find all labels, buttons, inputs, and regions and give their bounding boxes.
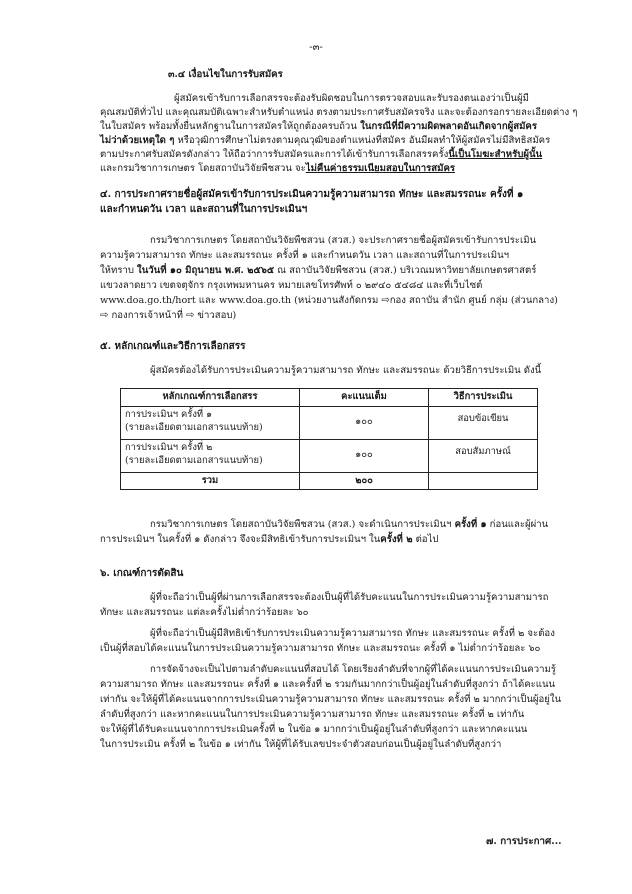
section-6-line: เป็นผู้ที่สอบได้คะแนนในการประเมินความรู้ความสามารถ ทักษะ และสมรรถนะ ครั้งที่ ๑ ไม่ต่ำกว่าร้อยละ ๖๐ [100,643,541,654]
section-3-4-line-5: ตามประกาศรับสมัครดังกล่าว ให้ถือว่าการรับสมัครและการได้เข้ารับการเลือกสรรครั้งนี้เป็นโมฆะสำหรับผู้นั้น [100,149,543,160]
section-4-line-2: ความรู้ความสามารถ ทักษะ และสมรรถนะ ครั้งที่ ๑ และกำหนดวัน เวลา และสถานที่ในการประเมินฯ [100,250,510,261]
section-6-line: ทักษะ และสมรรถนะ แต่ละครั้งไม่ต่ำกว่าร้อยละ ๖๐ [100,607,309,618]
website-link-hort[interactable]: www.doa.go.th/hort [100,295,196,306]
section-3-4-line-1: ผู้สมัครเข้ารับการเลือกสรรจะต้องรับผิดชอบในการตรวจสอบและรับรองตนเองว่าเป็นผู้มี [174,93,529,104]
section-3-4-title: ๓.๔ เงื่อนไขในการรับสมัคร [168,69,283,80]
section-5-title: ๕. หลักเกณฑ์และวิธีการเลือกสรร [100,341,246,352]
table-total-row [121,473,538,490]
table-row [121,440,538,473]
header-criteria: หลักเกณฑ์การเลือกสรร [121,389,300,407]
total-score: ๒๐๐ [300,473,429,490]
criteria-cell: การประเมินฯ ครั้งที่ ๑ (รายละเอียดตามเอกสารแนบท้าย) [121,407,300,440]
section-6-title: ๖. เกณฑ์การตัดสิน [100,568,184,579]
section-4-line-5: www.doa.go.th/hort และ www.doa.go.th (หน่วยงานสังกัดกรม ⇨กอง สถาบัน สำนัก ศูนย์ กลุ่ม (ส่วนกลาง) [100,295,558,306]
section-6-line: เท่ากัน จะให้ผู้ที่ได้คะแนนจากการประเมินความรู้ความสามารถ ทักษะ และสมรรถนะ ครั้งที่ ๒ มากกว่าเป็นผู้อยู่ใน [100,694,562,705]
section-5-after-1: กรมวิชาการเกษตร โดยสถาบันวิจัยพืชสวน (สวส.) จะดำเนินการประเมินฯ ครั้งที่ ๑ ก่อนและผู้ผ่าน [150,519,549,530]
section-3-4-line-4: ไม่ว่าด้วยเหตุใด ๆ หรือวุฒิการศึกษาไม่ตรงตามคุณวุฒิของตำแหน่งที่สมัคร อันมีผลทำให้ผู้สมัครไม่มีสิทธิสมัคร [100,135,551,146]
section-4-line-1: กรมวิชาการเกษตร โดยสถาบันวิจัยพืชสวน (สวส.) จะประกาศรายชื่อผู้สมัครเข้ารับการประเมิน [150,235,537,246]
arrow-right-icon: ⇨ [100,310,109,321]
page-number: -๓- [309,42,323,53]
website-link-doa[interactable]: www.doa.go.th [219,295,292,306]
section-3-4-line-2: คุณสมบัติทั่วไป และคุณสมบัติเฉพาะสำหรับตำแหน่ง ตรงตามประกาศรับสมัครจริง และจะต้องกรอกรายละเอียดต่าง ๆ [100,107,578,118]
section-6-line: การจัดจ้างจะเป็นไปตามลำดับคะแนนที่สอบได้ โดยเรียงลำดับที่จากผู้ที่ได้คะแนนการประเมินความรู้ [150,664,556,675]
section-6-line: ผู้ที่จะถือว่าเป็นผู้มีสิทธิเข้ารับการประเมินความรู้ความสามารถ ทักษะ และสมรรถนะ ครั้งที่ ๒ จะต้อง [150,628,555,639]
method-cell: สอบสัมภาษณ์ [429,440,538,473]
header-full-score: คะแนนเต็ม [300,389,429,407]
section-3-4-line-6: และกรมวิชาการเกษตร โดยสถาบันวิจัยพืชสวน จะไม่คืนค่าธรรมเนียมสอบในการสมัคร [100,163,456,174]
section-6-line: จะให้ผู้ที่ได้รับคะแนนจากการประเมินครั้งที่ ๒ ในข้อ ๑ มากกว่าเป็นผู้อยู่ในลำดับที่สูงกว่า และหากคะแนน [100,724,528,735]
method-cell: สอบข้อเขียน [429,407,538,440]
section-4-line-4: แขวงลาดยาว เขตจตุจักร กรุงเทพมหานคร หมายเลขโทรศัพท์ ๐ ๒๙๔๐ ๕๔๘๔ และที่เว็บไซต์ [100,280,483,291]
section-6-line: ลำดับที่สูงกว่า และหากคะแนนในการประเมินความรู้ความสามารถ ทักษะ และสมรรถนะ ครั้งที่ ๒ เท่ากัน [100,709,525,720]
continuation-label: ๗. การประกาศ... [486,836,562,847]
arrow-right-icon: ⇨ [185,310,195,321]
section-4-title-1: ๔. การประกาศรายชื่อผู้สมัครเข้ารับการประเมินความรู้ความสามารถ ทักษะ และสมรรถนะ ครั้งที่ ๑ [100,189,524,200]
header-method: วิธีการประเมิน [429,389,538,407]
section-6-line: ผู้ที่จะถือว่าเป็นผู้ที่ผ่านการเลือกสรรจะต้องเป็นผู้ที่ได้รับคะแนนในการประเมินความรู้ความสามารถ [150,592,549,603]
total-empty [429,473,538,490]
section-4-line-6: ⇨ กองการเจ้าหน้าที่ ⇨ ข่าวสอบ) [100,310,237,321]
section-4-line-3: ให้ทราบ ในวันที่ ๑๐ มิถุนายน พ.ศ. ๒๕๖๕ ณ สถาบันวิจัยพืชสวน (สวส.) บริเวณมหาวิทยาลัยเกษตรศาสตร์ [100,265,537,276]
score-cell: ๑๐๐ [300,440,429,473]
section-6-line: ในการประเมิน ครั้งที่ ๒ ในข้อ ๑ เท่ากัน ให้ผู้ที่ได้รับเลขประจำตัวสอบก่อนเป็นผู้อยู่ในลำดับที่สูงกว่า [100,739,502,750]
criteria-table [120,388,538,490]
section-6-line: ความสามารถ ทักษะ และสมรรถนะ ครั้งที่ ๑ และครั้งที่ ๒ รวมกันมากกว่าเป็นผู้อยู่ในลำดับที่สูงกว่า ถ้าได้คะแนน [100,679,556,690]
arrow-right-icon: ⇨ [381,295,390,306]
total-label: รวม [121,473,300,490]
criteria-cell: การประเมินฯ ครั้งที่ ๒ (รายละเอียดตามเอกสารแนบท้าย) [121,440,300,473]
table-header-row [121,389,538,407]
score-cell: ๑๐๐ [300,407,429,440]
section-3-4-line-3: ในใบสมัคร พร้อมทั้งยื่นหลักฐานในการสมัครให้ถูกต้องครบถ้วน ในกรณีที่มีความผิดพลาดอันเกิดจากผู้สมัคร [100,121,537,132]
table-row [121,407,538,440]
section-5-after-2: การประเมินฯ ในครั้งที่ ๑ ดังกล่าว จึงจะมีสิทธิเข้ารับการประเมินฯ ในครั้งที่ ๒ ต่อไป [100,534,439,545]
section-5-intro: ผู้สมัครต้องได้รับการประเมินความรู้ความสามารถ ทักษะ และสมรรถนะ ด้วยวิธีการประเมิน ดังนี้ [150,365,542,376]
section-4-title-2: และกำหนดวัน เวลา และสถานที่ในการประเมินฯ [100,204,308,215]
